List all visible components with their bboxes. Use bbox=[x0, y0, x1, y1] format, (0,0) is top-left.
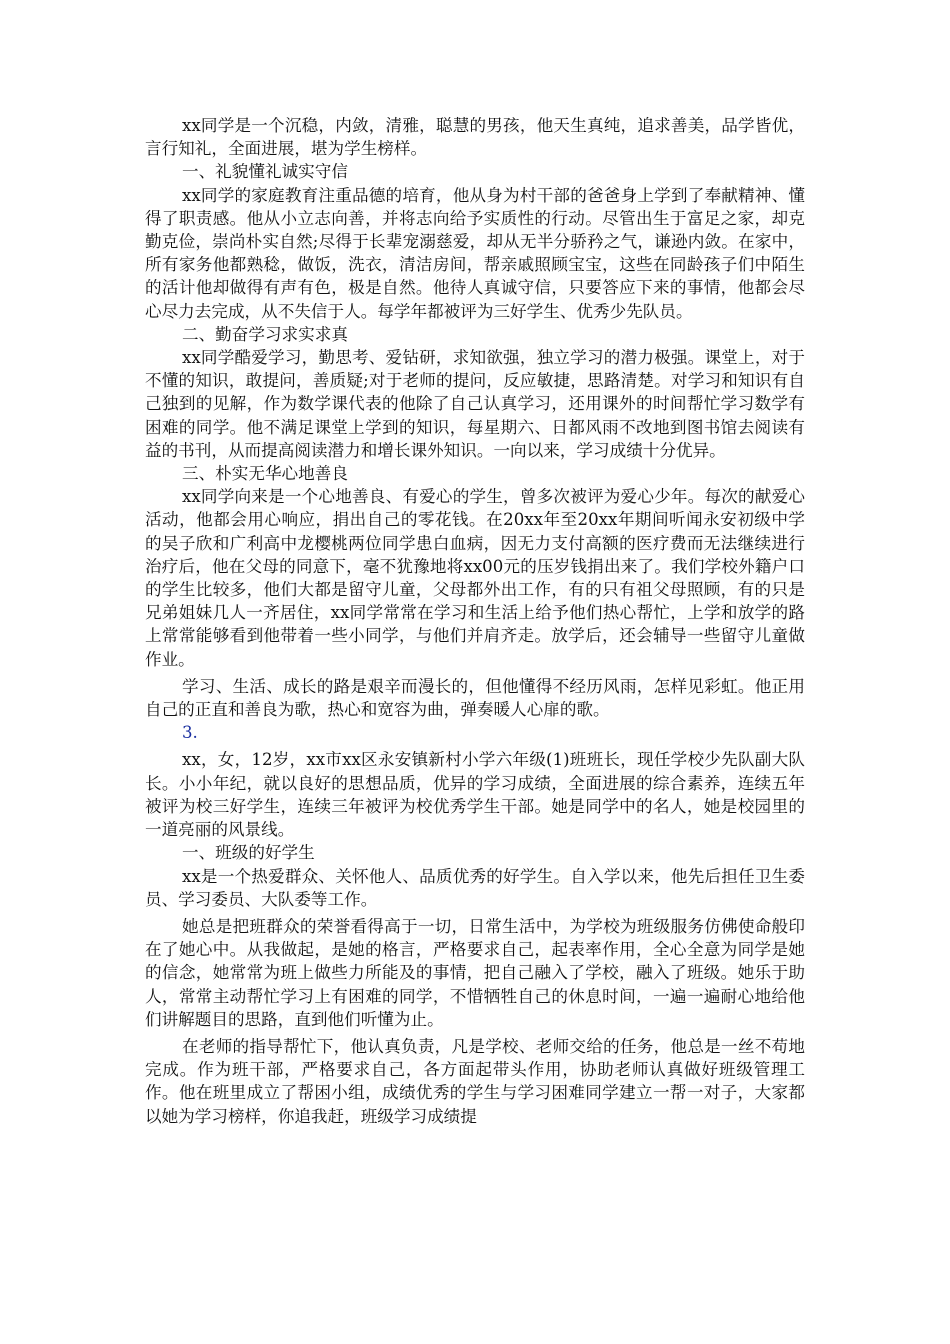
section-heading-kindness: 三、朴实无华心地善良 bbox=[182, 464, 348, 484]
section-heading-good-student: 一、班级的好学生 bbox=[182, 843, 315, 863]
profile-paragraph: xx，女，12岁，xx市xx区永安镇新村小学六年级(1)班班长，现任学校少先队副大队长。小小年纪，就以良好的思想品质，优异的学习成绩，全面进展的综合素养，连续五年被评为校三好学生，连续三年被评为校优秀学生干部。她是同学中的名人，她是校园里的一道亮丽的风景线。 bbox=[145, 750, 805, 840]
section-heading-courtesy: 一、礼貌懂礼诚实守信 bbox=[182, 162, 348, 182]
section-number: 3. bbox=[182, 723, 198, 743]
body-paragraph: xx是一个热爱群众、关怀他人、品质优秀的好学生。自入学以来，他先后担任卫生委员、学习委员、大队委等工作。 bbox=[145, 866, 805, 909]
closing-paragraph: 学习、生活、成长的路是艰辛而漫长的，但他懂得不经历风雨，怎样见彩虹。他正用自己的正直和善良为歌，热心和宽容为曲，弹奏暖人心扉的歌。 bbox=[145, 676, 805, 720]
body-paragraph: xx同学的家庭教育注重品德的培育，他从身为村干部的爸爸身上学到了奉献精神、懂得了职责感。他从小立志向善，并将志向给予实质性的行动。尽管出生于富足之家，却克勤克俭，崇尚朴实自然;尽得于长辈宠溺慈爱，却从无半分骄矜之气，谦逊内敛。在家中，所有家务他都熟稔，做饭，洗衣，清洁房间，帮亲戚照顾宝宝，这些在同龄孩子们中陌生的活计他却做得有声有色，极是自然。他待人真诚守信，只要答应下来的事情，他都会尽心尽力去完成，从不失信于人。每学年都被评为三好学生、优秀少先队员。 bbox=[145, 185, 805, 321]
body-paragraph: xx同学向来是一个心地善良、有爱心的学生，曾多次被评为爱心少年。每次的献爱心活动，他都会用心响应，捐出自己的零花钱。在20xx年至20xx年期间听闻永安初级中学的吴子欣和广利高中龙樱桃两位同学患白血病，因无力支付高额的医疗费而无法继续进行治疗后，他在父母的同意下，毫不犹豫地将xx00元的压岁钱捐出来了。我们学校外籍户口的学生比较多，他们大都是留守儿童，父母都外出工作，有的只有祖父母照顾，有的只是兄弟姐妹几人一齐居住，xx同学常常在学习和生活上给予他们热心帮忙，上学和放学的路上常常能够看到他带着一些小同学，与他们并肩齐走。放学后，还会辅导一些留守儿童做作业。 bbox=[145, 487, 805, 669]
section-heading-study: 二、勤奋学习求实求真 bbox=[182, 324, 348, 344]
intro-paragraph: xx同学是一个沉稳，内敛，清雅，聪慧的男孩，他天生真纯，追求善美，品学皆优，言行知礼，全面进展，堪为学生榜样。 bbox=[145, 116, 805, 159]
body-paragraph: xx同学酷爱学习，勤思考、爱钻研，求知欲强，独立学习的潜力极强。课堂上，对于不懂的知识，敢提问，善质疑;对于老师的提问，反应敏捷，思路清楚。对学习和知识有自己独到的见解，作为数学课代表的他除了自己认真学习，还用课外的时间帮忙学习数学有困难的同学。他不满足课堂上学到的知识，每星期六、日都风雨不改地到图书馆去阅读有益的书刊，从而提高阅读潜力和增长课外知识。一向以来，学习成绩十分优异。 bbox=[145, 348, 805, 460]
body-paragraph: 在老师的指导帮忙下，他认真负责，凡是学校、老师交给的任务，他总是一丝不苟地完成。作为班干部，严格要求自己，各方面起带头作用，协助老师认真做好班级管理工作。他在班里成立了帮困小组，成绩优秀的学生与学习困难同学建立一帮一对子，大家都以她为学习榜样，你追我赶，班级学习成绩提 bbox=[145, 1036, 805, 1126]
document-page bbox=[145, 114, 805, 1128]
body-paragraph: 她总是把班群众的荣誉看得高于一切，日常生活中，为学校为班级服务仿佛使命般印在了她心中。从我做起，是她的格言，严格要求自己，起表率作用，全心全意为同学是她的信念，她常常为班上做些力所能及的事情，把自己融入了学校，融入了班级。她乐于助人，常常主动帮忙学习上有困难的同学，不惜牺牲自己的休息时间，一遍一遍耐心地给他们讲解题目的思路，直到他们听懂为止。 bbox=[145, 916, 805, 1029]
